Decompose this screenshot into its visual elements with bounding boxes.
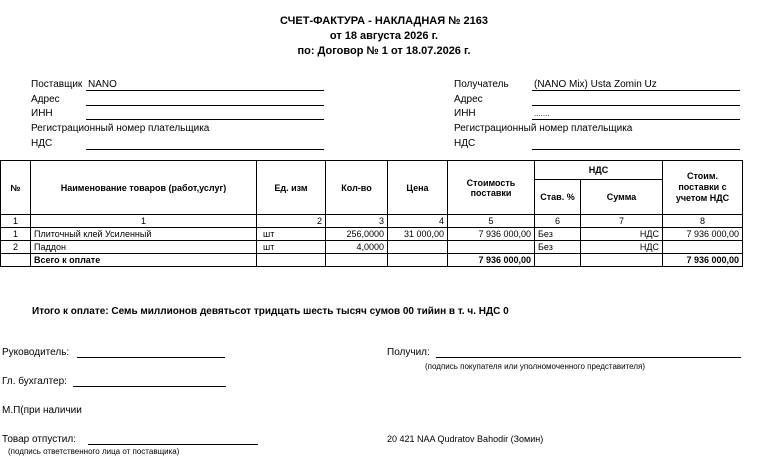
received-note: (подпись покупателя или уполномоченного представителя)	[425, 362, 646, 371]
row-total	[663, 241, 743, 254]
col-name-header: Наименование товаров (работ,услуг)	[31, 161, 257, 215]
col-num-header: №	[1, 161, 31, 215]
table-row	[1, 241, 743, 254]
supplier-address-label: Адрес	[31, 94, 60, 105]
row-num: 2	[1, 241, 31, 254]
recipient-label: Получатель	[454, 79, 509, 90]
recipient-name: (NANO Mix) Usta Zomin Uz	[534, 79, 657, 90]
total-in-words: Итого к оплате: Семь миллионов девятьсот тридцать шесть тысяч сумов 00 тийин в т. ч. НДС 0	[32, 306, 509, 317]
recipient-address-line	[532, 105, 740, 106]
totals-label: Всего к оплате	[31, 254, 257, 267]
row-unit: шт	[257, 228, 326, 241]
col-number: 4	[388, 215, 448, 228]
supplier-inn-line	[86, 119, 324, 120]
director-sign-line	[77, 357, 225, 358]
col-number: 7	[581, 215, 663, 228]
recipient-vat-line	[532, 149, 740, 150]
supplier-reg-label: Регистрационный номер плательщика	[31, 123, 210, 134]
row-unit: шт	[257, 241, 326, 254]
stamp-label: М.П(при наличии	[2, 405, 82, 416]
col-number: 3	[326, 215, 388, 228]
supplier-vat-line	[86, 149, 324, 150]
col-number: 6	[535, 215, 581, 228]
row-total: 7 936 000,00	[663, 228, 743, 241]
totals-cost: 7 936 000,00	[448, 254, 535, 267]
col-number: 5	[448, 215, 535, 228]
supplier-inn-label: ИНН	[31, 108, 53, 119]
row-name: Плиточный клей Усиленный	[31, 228, 257, 241]
col-cost-header: Стоимость поставки	[448, 161, 535, 215]
invoice-title: СЧЕТ-ФАКТУРА - НАКЛАДНАЯ № 2163	[280, 15, 488, 27]
col-number: 1	[31, 215, 257, 228]
recipient-name-line	[532, 90, 740, 91]
row-price: 31 000,00	[388, 228, 448, 241]
accountant-label: Гл. бухгалтер:	[2, 376, 67, 387]
col-number: 1	[1, 215, 31, 228]
row-price	[388, 241, 448, 254]
table-row	[1, 228, 743, 241]
totals-total: 7 936 000,00	[663, 254, 743, 267]
released-label: Товар отпустил:	[2, 434, 76, 445]
row-vat-rate: Без	[535, 228, 581, 241]
released-note: (подпись ответственного лица от поставщика)	[8, 447, 180, 456]
invoice-date: от 18 августа 2026 г.	[329, 30, 439, 42]
received-sign-line	[436, 357, 741, 358]
row-qty: 256,0000	[326, 228, 388, 241]
accountant-sign-line	[73, 386, 226, 387]
supplier-address-line	[86, 105, 324, 106]
supplier-label: Поставщик	[31, 79, 83, 90]
col-qty-header: Кол-во	[326, 161, 388, 215]
col-vat-sum-header: Сумма	[581, 180, 663, 215]
column-numbers-row	[1, 215, 743, 228]
col-total-header: Стоим. поставки с учетом НДС	[663, 161, 743, 215]
recipient-address-label: Адрес	[454, 94, 483, 105]
col-price-header: Цена	[388, 161, 448, 215]
row-vat-sum: НДС	[581, 228, 663, 241]
row-vat-sum: НДС	[581, 241, 663, 254]
col-vat-header: НДС	[535, 161, 663, 180]
recipient-reg-label: Регистрационный номер плательщика	[454, 123, 633, 134]
director-label: Руководитель:	[2, 347, 70, 358]
items-table	[0, 160, 743, 267]
col-unit-header: Ед. изм	[257, 161, 326, 215]
totals-row	[1, 254, 743, 267]
col-vat-rate-header: Став. %	[535, 180, 581, 215]
row-cost	[448, 241, 535, 254]
recipient-inn-label: ИНН	[454, 108, 476, 119]
supplier-name-line	[86, 90, 324, 91]
released-sign-line	[88, 444, 258, 445]
row-name: Паддон	[31, 241, 257, 254]
supplier-name: NANO	[88, 79, 117, 90]
invoice-contract: по: Договор № 1 от 18.07.2026 г.	[297, 45, 471, 57]
row-num: 1	[1, 228, 31, 241]
col-number: 8	[663, 215, 743, 228]
recipient-inn-value: .......	[534, 109, 550, 118]
supplier-vat-label: НДС	[31, 138, 53, 149]
recipient-inn-line	[532, 119, 740, 120]
row-qty: 4,0000	[326, 241, 388, 254]
received-label: Получил:	[387, 347, 430, 358]
col-number: 2	[257, 215, 326, 228]
row-cost: 7 936 000,00	[448, 228, 535, 241]
recipient-vat-label: НДС	[454, 138, 476, 149]
row-vat-rate: Без	[535, 241, 581, 254]
agent-info: 20 421 NAA Qudratov Bahodir (Зомин)	[387, 434, 544, 444]
